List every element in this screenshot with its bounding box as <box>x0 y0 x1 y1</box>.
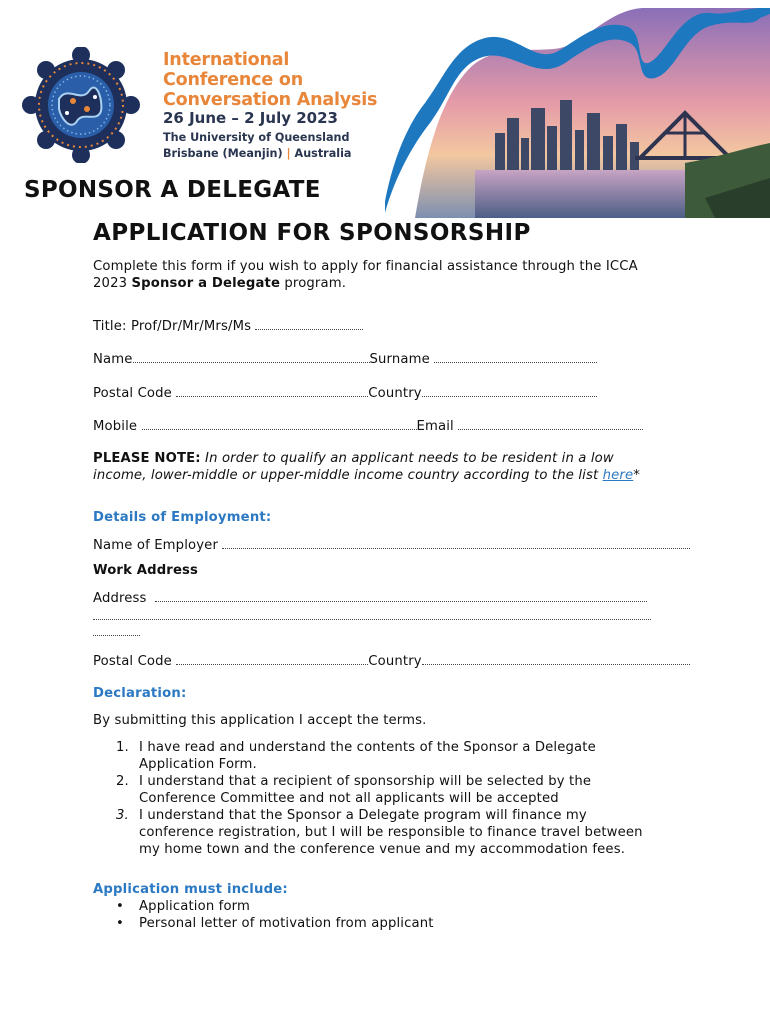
address-line-3[interactable] <box>93 622 140 636</box>
employer-field[interactable]: Name of Employer <box>93 536 703 554</box>
employment-country-field[interactable]: Country <box>368 654 689 669</box>
declaration-list <box>93 739 713 858</box>
country-field[interactable]: Country <box>368 386 596 401</box>
conference-venue: The University of Queensland Brisbane (Meanjin) | Australia <box>163 131 352 160</box>
conference-logo <box>22 47 140 163</box>
employment-postal-row <box>93 652 713 670</box>
declaration-intro: By submitting this application I accept the terms. <box>93 713 427 728</box>
list-item: 1. I have read and understand the contents of the Sponsor a Delegate Application Form. <box>116 740 596 772</box>
sponsor-heading: SPONSOR A DELEGATE <box>24 177 321 203</box>
list-item: • Application form <box>116 899 251 914</box>
contact-row <box>93 417 663 435</box>
address-field[interactable]: Address <box>93 589 663 607</box>
list-item: 3. I understand that the Sponsor a Delegate program will finance my conference registration, but I will be responsible to finance travel between my home town and the conference venue and my accommodation fees. <box>116 808 643 857</box>
postal-row <box>93 384 613 402</box>
address-line-2[interactable] <box>93 606 651 620</box>
mobile-field[interactable]: Mobile <box>93 419 417 434</box>
work-address-heading: Work Address <box>93 563 199 578</box>
intro-text: Complete this form if you wish to apply for financial assistance through the ICCA 2023 Sponsor a Delegate program. <box>93 259 638 291</box>
postal-code-field[interactable]: Postal Code <box>93 386 368 401</box>
name-field[interactable]: Name <box>93 352 370 367</box>
employment-postal-field[interactable]: Postal Code <box>93 654 368 669</box>
list-item: • Personal letter of motivation from applicant <box>116 916 434 931</box>
here-link[interactable]: here <box>602 468 634 483</box>
conference-title: International Conference on Conversation Analysis <box>163 50 378 110</box>
please-note: PLEASE NOTE: In order to qualify an applicant needs to be resident in a low income, lower-middle or upper-middle income country according to the list here* <box>93 451 641 483</box>
list-item: 2. I understand that a recipient of sponsorship will be selected by the Conference Committee and not all applicants will be accepted <box>116 774 592 806</box>
surname-field[interactable]: Surname <box>370 352 598 367</box>
email-field[interactable]: Email <box>417 419 644 434</box>
declaration-heading: Declaration: <box>93 686 187 701</box>
name-row <box>93 350 613 368</box>
application-heading: APPLICATION FOR SPONSORSHIP <box>93 220 531 246</box>
must-include-list <box>93 898 713 932</box>
must-include-heading: Application must include: <box>93 882 288 897</box>
conference-dates: 26 June – 2 July 2023 <box>163 109 338 127</box>
employment-heading: Details of Employment: <box>93 510 272 525</box>
title-field[interactable]: Title: Prof/Dr/Mr/Mrs/Ms <box>93 317 363 335</box>
brisbane-skyline-banner <box>385 8 770 218</box>
